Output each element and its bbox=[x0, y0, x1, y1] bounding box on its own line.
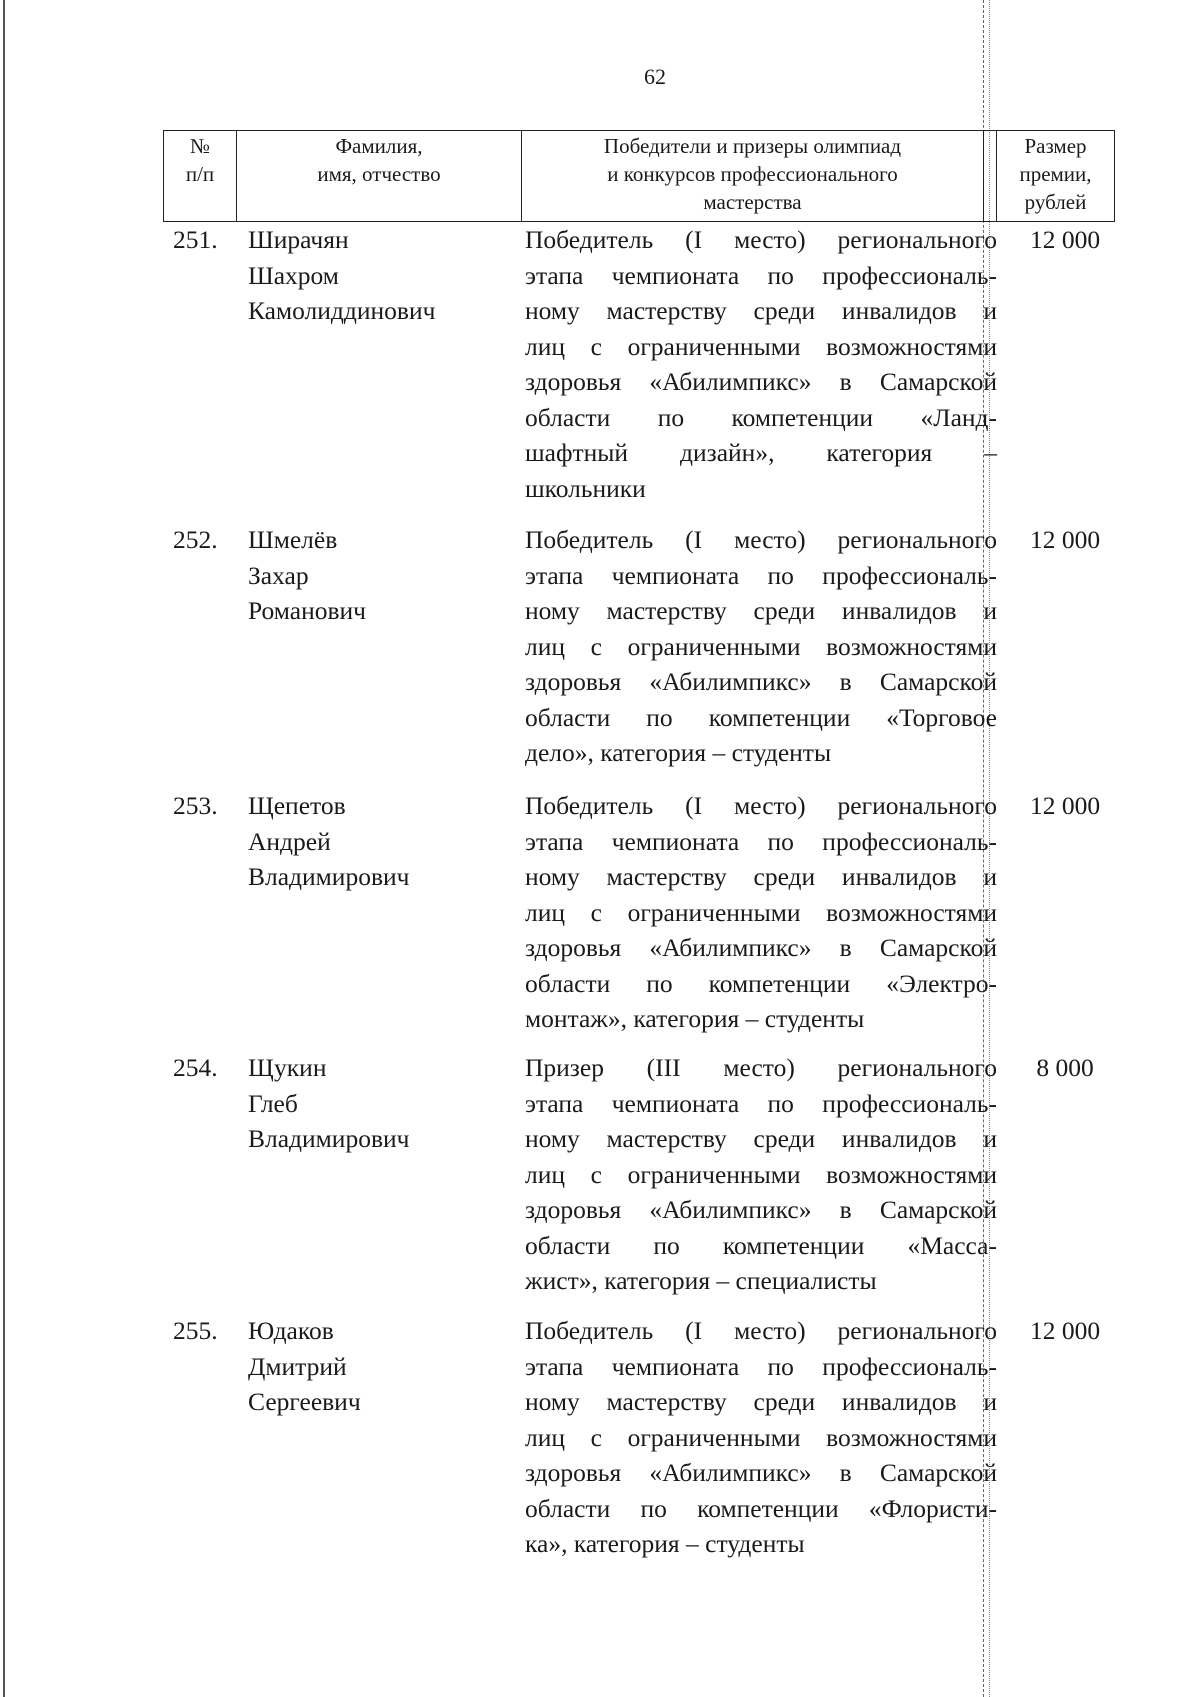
desc-line: здоровья «Абилимпикс» в Самарской bbox=[525, 1458, 997, 1487]
desc-line: лиц с ограниченными возможностями bbox=[525, 331, 997, 361]
surname: Щепетов bbox=[248, 791, 346, 820]
table-header bbox=[163, 130, 1115, 222]
row-number: 251. bbox=[173, 225, 218, 254]
first-name: Шахром bbox=[248, 260, 339, 290]
desc-line: лиц с ограниченными возможностями bbox=[525, 1159, 997, 1189]
patronymic: Владимирович bbox=[248, 1124, 410, 1153]
row-number: 253. bbox=[173, 791, 218, 820]
row-full-name bbox=[248, 222, 518, 329]
desc-line: ному мастерству среди инвалидов и bbox=[525, 1124, 997, 1153]
header-full-name bbox=[237, 131, 522, 221]
row-number: 255. bbox=[173, 1316, 218, 1345]
row-prize: 12 000 bbox=[1029, 225, 1101, 254]
desc-line: этапа чемпионата по профессиональ- bbox=[525, 826, 997, 856]
header-prize-line: Размер bbox=[1024, 134, 1087, 158]
desc-line: здоровья «Абилимпикс» в Самарской bbox=[525, 933, 997, 962]
desc-line: этапа чемпионата по профессиональ- bbox=[525, 1088, 997, 1118]
desc-line: этапа чемпионата по профессиональ- bbox=[525, 260, 997, 290]
row-full-name bbox=[248, 788, 518, 895]
header-prize-line: рублей bbox=[1024, 190, 1087, 214]
header-desc-line: мастерства bbox=[703, 190, 802, 214]
row-prize: 8 000 bbox=[1036, 1053, 1094, 1082]
desc-line: здоровья «Абилимпикс» в Самарской bbox=[525, 1195, 997, 1224]
scan-left-edge bbox=[3, 0, 5, 1697]
desc-line: Призер (III место) регионального bbox=[525, 1053, 997, 1082]
row-achievement bbox=[525, 522, 997, 771]
desc-line: ному мастерству среди инвалидов и bbox=[525, 1387, 997, 1416]
header-number-line: п/п bbox=[185, 162, 215, 186]
desc-line: области по компетенции «Торговое bbox=[525, 702, 997, 732]
header-prize-line: премии, bbox=[1019, 162, 1092, 186]
row-number: 254. bbox=[173, 1053, 218, 1082]
header-desc-line: и конкурсов профессионального bbox=[607, 162, 898, 186]
row-achievement bbox=[525, 1313, 997, 1562]
first-name: Андрей bbox=[248, 826, 331, 856]
desc-line: Победитель (I место) регионального bbox=[525, 1316, 997, 1345]
patronymic: Романович bbox=[248, 596, 366, 625]
row-number: 252. bbox=[173, 525, 218, 554]
desc-line: области по компетенции «Ланд- bbox=[525, 402, 997, 432]
row-full-name bbox=[248, 522, 518, 629]
surname: Шмелёв bbox=[248, 525, 338, 554]
surname: Щукин bbox=[248, 1053, 327, 1082]
patronymic: Владимирович bbox=[248, 862, 410, 891]
patronymic: Сергеевич bbox=[248, 1387, 361, 1416]
desc-line: Победитель (I место) регионального bbox=[525, 791, 997, 820]
desc-line: лиц с ограниченными возможностями bbox=[525, 1422, 997, 1452]
desc-line: здоровья «Абилимпикс» в Самарской bbox=[525, 667, 997, 696]
patronymic: Камолиддинович bbox=[248, 296, 436, 325]
desc-line: области по компетенции «Электро- bbox=[525, 968, 997, 998]
desc-line: Победитель (I место) регионального bbox=[525, 225, 997, 254]
surname: Ширачян bbox=[248, 225, 349, 254]
desc-line: этапа чемпионата по профессиональ- bbox=[525, 1351, 997, 1381]
desc-line: этапа чемпионата по профессиональ- bbox=[525, 560, 997, 590]
row-achievement bbox=[525, 1050, 997, 1299]
header-prize-amount bbox=[996, 131, 1114, 221]
first-name: Дмитрий bbox=[248, 1351, 347, 1381]
desc-line: ка», категория – студенты bbox=[525, 1529, 805, 1558]
desc-line: ному мастерству среди инвалидов и bbox=[525, 862, 997, 891]
desc-line: ному мастерству среди инвалидов и bbox=[525, 596, 997, 625]
desc-line: лиц с ограниченными возможностями bbox=[525, 897, 997, 927]
header-number bbox=[164, 131, 237, 221]
row-prize: 12 000 bbox=[1029, 1316, 1101, 1345]
desc-line: здоровья «Абилимпикс» в Самарской bbox=[525, 367, 997, 396]
header-name-line: Фамилия, bbox=[335, 134, 423, 158]
desc-line: Победитель (I место) регионального bbox=[525, 525, 997, 554]
first-name: Захар bbox=[248, 560, 309, 590]
row-achievement bbox=[525, 222, 997, 506]
row-prize: 12 000 bbox=[1029, 525, 1101, 554]
header-achievement bbox=[522, 131, 984, 221]
desc-line: дело», категория – студенты bbox=[525, 738, 832, 767]
desc-line: области по компетенции «Флористи- bbox=[525, 1493, 997, 1523]
row-full-name bbox=[248, 1050, 518, 1157]
desc-line: области по компетенции «Масса- bbox=[525, 1230, 997, 1260]
header-number-line: № bbox=[189, 134, 211, 158]
row-prize: 12 000 bbox=[1029, 791, 1101, 820]
desc-line: школьники bbox=[525, 473, 646, 503]
page-number: 62 bbox=[644, 64, 666, 89]
desc-line: жист», категория – специалисты bbox=[525, 1266, 877, 1295]
desc-line: лиц с ограниченными возможностями bbox=[525, 631, 997, 661]
surname: Юдаков bbox=[248, 1316, 334, 1345]
row-achievement bbox=[525, 788, 997, 1037]
desc-line: монтаж», категория – студенты bbox=[525, 1004, 865, 1033]
desc-line: шафтный дизайн», категория – bbox=[525, 438, 997, 467]
desc-line: ному мастерству среди инвалидов и bbox=[525, 296, 997, 325]
first-name: Глеб bbox=[248, 1088, 298, 1118]
row-full-name bbox=[248, 1313, 518, 1420]
header-name-line: имя, отчество bbox=[317, 162, 441, 186]
header-desc-line: Победители и призеры олимпиад bbox=[603, 134, 902, 158]
